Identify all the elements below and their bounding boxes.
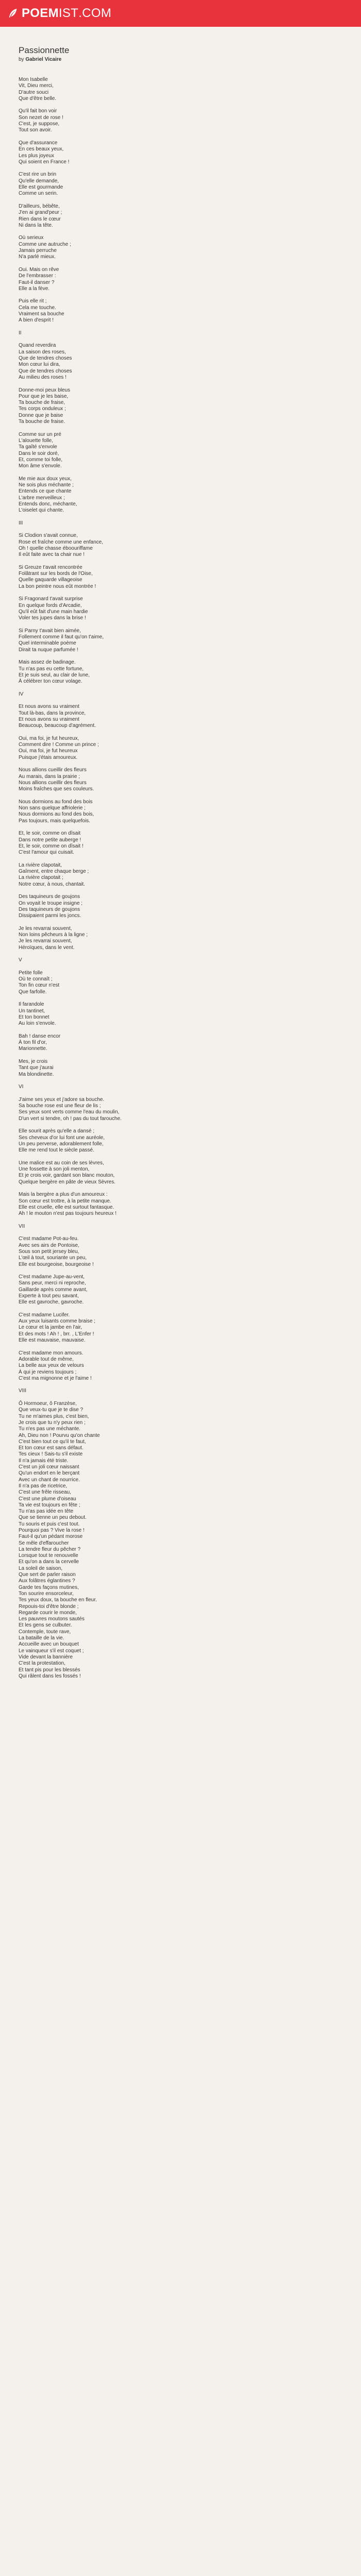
poem-line: La bataille de la vie. <box>19 1635 64 1641</box>
poem-line: Et ton cœur est sans défaut. <box>19 1445 84 1451</box>
poem-line: Si Clodion s'avait connue, <box>19 533 78 539</box>
stanza <box>19 298 361 324</box>
poem-line: Et, le soir, comme on dîsait ! <box>19 843 84 849</box>
poem-line: Elle est bourgeoise, bourgeoise ! <box>19 1261 94 1267</box>
poem-line: Qu'il eût fait d'une main hardie <box>19 608 88 615</box>
poem-line: Que sert de parler raison <box>19 1572 76 1578</box>
poem-line: C'est une frêle risseau, <box>19 1489 71 1496</box>
stanza <box>19 659 361 685</box>
poem-line: Dissipaient parmi les joncs. <box>19 913 81 919</box>
logo-part-poem: POEM <box>22 6 59 20</box>
poem-line: Nous allions cueillir des fleurs <box>19 767 87 773</box>
poem-line: Tout là-bas, dans la province, <box>19 710 86 716</box>
poem-line: Des taquineurs de goujons <box>19 894 80 900</box>
poem-line: Que d'assurance <box>19 140 58 146</box>
poem-line: Vit, Dieu merci, <box>19 83 54 89</box>
section-numeral: II <box>19 330 22 336</box>
poem-line: Héroïques, dans le vent. <box>19 944 75 951</box>
stanza <box>19 1160 361 1185</box>
poem-line: Gaillarde après comme avant, <box>19 1286 88 1293</box>
poem-line: D'un vert si tendre, oh ! pas du tout farouche. <box>19 1115 122 1122</box>
stanza <box>19 77 361 102</box>
poem-line: Si Parny t'avait bien aimée, <box>19 628 81 634</box>
poem-line: Me mie aux doux yeux, <box>19 476 72 482</box>
poem-line: À qui je reviens toujours ; <box>19 1369 77 1375</box>
poem-line: Et, le soir, comme on dîsait <box>19 831 81 837</box>
stanza <box>19 1274 361 1306</box>
poem-line: Ton sourire ensorceleur, <box>19 1590 74 1597</box>
poem-line: Je crois que tu n'y peux rien ; <box>19 1419 86 1426</box>
stanza <box>19 628 361 653</box>
stanza <box>19 926 361 951</box>
poem-line: Faut-il danser ? <box>19 279 55 285</box>
poem-line: Elle est gourmande <box>19 184 63 191</box>
poem-line: Marionnette. <box>19 1046 47 1052</box>
poem-line: Que de tendres choses <box>19 355 72 362</box>
poem-line: Mon cœur lui dira, <box>19 362 60 368</box>
poem-line: Quelque bergère en pâte de vieux Sèvres. <box>19 1179 116 1185</box>
stanza <box>19 387 361 426</box>
poem-line: Comme un serin. <box>19 191 58 197</box>
poem-line: Pour que je les baise, <box>19 393 69 399</box>
poem-line: Et, comme toi folle, <box>19 456 63 463</box>
poem-line: C'est madame Pot-au-feu. <box>19 1236 79 1242</box>
stanza <box>19 862 361 888</box>
poem-line: Ni dans la tête. <box>19 222 53 228</box>
poem-line: Elle est mauvaise, mauvaise. <box>19 1337 86 1344</box>
poem-line: Beaucoup, beaucoup d'agrément. <box>19 723 96 729</box>
poem-line: Les plus joyeux <box>19 152 54 159</box>
poem-line: Quel interminable poème <box>19 640 76 647</box>
poem-line: Oui, ma foi, je fut heureux, <box>19 735 79 741</box>
stanza <box>19 108 361 133</box>
poem-line: C'est madame Jupe-au-vent, <box>19 1274 85 1280</box>
stanza <box>19 204 361 229</box>
poem-line: Entends donc, méchante, <box>19 501 77 507</box>
stanza <box>19 172 361 197</box>
poem-line: Mon âme s'envole. <box>19 463 62 469</box>
quill-icon <box>7 8 19 19</box>
poem-line: N'a parlé mieux. <box>19 254 56 260</box>
poem-line: Oui. Mais on rêve <box>19 266 59 273</box>
poem-line: Que de tendres choses <box>19 368 72 374</box>
poem-line: Comme une autruche ; <box>19 241 71 247</box>
poem-line: Elle me rend tout le siècle passé. <box>19 1147 94 1154</box>
poem-line: Ah ! le mouton n'est pas toujours heureux ! <box>19 1211 117 1217</box>
poem-line: Les pauvres moutons sautés <box>19 1616 85 1622</box>
poem-line: Où te connaît ; <box>19 976 53 982</box>
poem-line: C'est ma mignonne et je l'aime ! <box>19 1375 92 1381</box>
poem-line: J'en ai grand'peur ; <box>19 210 62 216</box>
section-numeral: VII <box>19 1223 25 1229</box>
poem-line: La rivière clapotait ; <box>19 875 63 881</box>
poem-line: Dans notre petite auberge ! <box>19 837 81 843</box>
poem-line: Avec ses airs de Pontoise, <box>19 1242 79 1248</box>
poem-line: Des taquineurs de goujons <box>19 906 80 912</box>
poem-title: Passionnette <box>19 45 70 55</box>
poem-line: Ses cheveux d'or lui font une auréole, <box>19 1134 105 1141</box>
stanza <box>19 140 361 165</box>
stanza <box>19 1033 361 1053</box>
poem-line: Nous allions cueillir des fleurs <box>19 779 87 786</box>
poem-line: Le vainqueur s'il est coquet ; <box>19 1648 84 1654</box>
poem-line: Regarde courir le monde, <box>19 1609 77 1616</box>
poem-line: C'est bien tout ce qu'il te faut, <box>19 1438 86 1445</box>
section-numeral: IV <box>19 691 24 697</box>
poem-line: Elle sourit après qu'elle a dansé ; <box>19 1128 94 1134</box>
poem-line: Cela me touche. <box>19 304 56 311</box>
poem-line: Et je suis seul, au clair de lune, <box>19 672 90 678</box>
stanza <box>19 1128 361 1154</box>
poem-line: Donne-moi peux bleus <box>19 387 71 393</box>
poem-line: Quand reverdira <box>19 343 56 349</box>
poem-line: Elle est gavroche, gavroche. <box>19 1299 84 1306</box>
poem-line: Oui, ma foi, je fut heureux <box>19 748 78 754</box>
stanza <box>19 432 361 470</box>
poem-line: Donne que je baise <box>19 412 63 418</box>
poem-line: Mon Isabelle <box>19 77 48 82</box>
stanza <box>19 565 361 590</box>
poem-line: Nous dormions au fond des bois <box>19 799 93 805</box>
poem-line: La soleil de saison, <box>19 1565 63 1571</box>
poem-line: Entends ce que chante <box>19 488 72 495</box>
poem-line: Et les gens se culbuter. <box>19 1622 72 1629</box>
poem-line: Comme sur un pré <box>19 431 61 437</box>
stanza <box>19 596 361 621</box>
poem-line: Rose et fraîche comme une enfance, <box>19 539 103 545</box>
stanza <box>19 343 361 381</box>
poem-line: Ma blondinette. <box>19 1071 54 1077</box>
poem-line: Jamais perruche <box>19 248 57 254</box>
poem-line: Tout son avoir. <box>19 127 52 133</box>
poem-line: Une malice est au coin de ses lèvres, <box>19 1160 104 1166</box>
poem-line: Dans le soir doré, <box>19 450 59 456</box>
poem-line: Pas toujours, mais quelquefois. <box>19 818 90 824</box>
poem-line: A bien d'esprit ! <box>19 317 54 324</box>
poem-line: Experte à tout peu savant, <box>19 1293 79 1299</box>
poem-line: De l'embrasser : <box>19 273 56 279</box>
poem-line: Ô Hormoeur, ô Franzèse, <box>19 1401 77 1407</box>
poem-line: C'est madame Lucifer. <box>19 1312 70 1318</box>
poem-line: L'alouette folle, <box>19 437 53 444</box>
poem-line: Elle a la fève. <box>19 285 50 292</box>
stanza <box>19 1401 361 1680</box>
poem-line: Au loin s'envole. <box>19 1021 56 1027</box>
poem-line: En quelque fords d'Arcadie, <box>19 602 82 608</box>
poem-line: Tant que j'aurai <box>19 1065 54 1071</box>
poem-line: Il n'a jamais été triste. <box>19 1458 69 1464</box>
stanza <box>19 970 361 995</box>
poem-line: La bon peintre nous eût montrée ! <box>19 583 96 589</box>
poem-line: L'œil à tout, souriante un peu, <box>19 1255 87 1261</box>
poem-line: Son nezet de rose ! <box>19 114 63 121</box>
main-content <box>0 27 361 1680</box>
poem-line: Que se tienne un peu debout. <box>19 1515 87 1521</box>
poem-body <box>19 77 361 1680</box>
poem-line: Follement comme il faut qu'on t'aime, <box>19 634 104 640</box>
poem-line: Se mêle d'effaroucher <box>19 1540 69 1546</box>
poem-line: Mais assez de badinage. <box>19 659 76 666</box>
section-numeral: III <box>19 520 23 526</box>
poem-line: Je les revarrai souvent, <box>19 938 72 944</box>
section-numeral: V <box>19 957 22 963</box>
poem-line: Notre cœur, à nous, chantait. <box>19 881 85 887</box>
poem-line: Tu souris et puis c'est tout. <box>19 1521 80 1527</box>
stanza <box>19 1059 361 1078</box>
section-numeral: VI <box>19 1084 24 1090</box>
author-link[interactable]: Gabriel Vicaire <box>25 57 62 62</box>
poem-line: Ta vie est toujours en fête ; <box>19 1502 80 1508</box>
byline <box>19 57 361 62</box>
poem-line: D'ailleurs, bébête, <box>19 203 60 209</box>
poem-line: C'est rire un brin <box>19 172 57 178</box>
poem-line: C'est, je suppose, <box>19 121 60 127</box>
poem-line: Que veux-tu que je te dise ? <box>19 1407 84 1413</box>
poem-line: Petite folle <box>19 970 43 976</box>
poem-line: Mes, je crois <box>19 1059 48 1065</box>
poem-line: Où serieux <box>19 235 44 241</box>
stanza <box>19 267 361 292</box>
poem-line: L'arbre merveilleux ; <box>19 495 65 501</box>
poem-line: Voler tes jupes dans la brise ! <box>19 615 86 621</box>
poem-line: Si Greuze t'avait rencontrée <box>19 564 83 570</box>
poem-line: Dirait ta nuque parfumée ! <box>19 647 78 653</box>
poem-line: Mais la bergère a plus d'un amoureux : <box>19 1192 108 1198</box>
poem-line: Ses yeux sont verts comme l'eau du moulin, <box>19 1109 120 1115</box>
poem-line: Qu'il fait bon voir <box>19 108 57 114</box>
poem-line: Comment dire ! Comme un prince ; <box>19 742 99 748</box>
poem-line: Et qu'on a dans la cervelle <box>19 1559 79 1565</box>
poem-line: Ta bouche de fraise, <box>19 400 65 406</box>
stanza <box>19 736 361 761</box>
poem-line: Et nous avons su vraiment <box>19 716 79 722</box>
stanza <box>19 1312 361 1344</box>
poem-line: Tu n'es pas une méchante. <box>19 1426 80 1432</box>
poem-line: Tu n'as pas eu cette fortune, <box>19 666 84 672</box>
poem-line: Ta bouche de fraise. <box>19 419 65 425</box>
poem-line: Et je crois voir, gardant son blanc mouton, <box>19 1173 115 1179</box>
poem-line: Non sans quelque affriolerie ; <box>19 805 86 811</box>
poem-line: Nous dormions au fond des bois, <box>19 811 94 818</box>
stanza <box>19 799 361 824</box>
poem-line: Il n'a pas de ricetrice, <box>19 1483 68 1489</box>
stanza <box>19 1236 361 1267</box>
logo-part-ist: IST <box>58 6 79 20</box>
poem-line: Au milieu des roses ! <box>19 374 67 380</box>
poem-line: Elle est cruelle, elle est surtout fantasque. <box>19 1204 114 1210</box>
poem-line: Tes corps onduleux ; <box>19 406 66 412</box>
poem-line: Pourquoi pas ? Vive la rose ! <box>19 1527 85 1533</box>
poem-line: Accueille avec un bouquet <box>19 1641 79 1648</box>
site-logo[interactable] <box>7 6 111 21</box>
poem-line: Et nous avons su vraiment <box>19 704 79 710</box>
poem-line: Tu n'as pas idée en tête <box>19 1509 74 1515</box>
poem-line: Qu'elle demande, <box>19 178 59 184</box>
poem-line: Adorable tout de même, <box>19 1356 74 1362</box>
poem-line: Ne sois plus méchante ; <box>19 482 74 488</box>
poem-line: C'est une plume d'oiseau <box>19 1496 76 1502</box>
poem-line: Ta gaîté s'envole <box>19 444 57 450</box>
poem-line: Aux folâtres églantines ? <box>19 1578 75 1584</box>
stanza <box>19 476 361 514</box>
stanza <box>19 533 361 558</box>
poem-line: L'oiselet qui chante. <box>19 507 64 514</box>
poem-line: Vraiment sa bouche <box>19 311 64 317</box>
poem-line: Que d'être belle. <box>19 95 57 101</box>
poem-line: Que farfolle. <box>19 989 47 995</box>
site-header <box>0 0 361 27</box>
poem-line: Tu ne m'aimes plus, c'est bien, <box>19 1413 89 1419</box>
stanza <box>19 894 361 919</box>
poem-line: C'est un joli cœur naissant <box>19 1464 79 1470</box>
poem-line: En ces beaux yeux, <box>19 146 64 152</box>
poem-line: La rivière clapotait, <box>19 862 62 868</box>
poem-line: La saison des roses, <box>19 349 66 355</box>
stanza <box>19 767 361 792</box>
poem-line: À célébrer ton cœur volage. <box>19 679 83 685</box>
poem-line: Repouis-toi d'être blonde ; <box>19 1603 79 1609</box>
poem-line: On voyait le troupe insigne ; <box>19 900 83 906</box>
poem-line: Et des mots ! Ah ! , brr. , L'Enfer ! <box>19 1331 94 1337</box>
poem-line: Si Fragonard t'avait surprise <box>19 596 83 602</box>
poem-line: Une fossette à son joli menton, <box>19 1166 90 1173</box>
poem-line: Ton fin cœur n'est <box>19 982 60 989</box>
poem-line: Le cœur et la jambe en l'air, <box>19 1325 83 1331</box>
poem-line: Non loins pêcheurs à la ligne ; <box>19 932 88 938</box>
poem-line: Faut-il qu'un pédant morose <box>19 1534 83 1540</box>
poem-line: Oh ! quelle chasse éboouriffame <box>19 545 93 551</box>
poem-line: Ah, Dieu non ! Pourvu qu'on chante <box>19 1432 100 1438</box>
poem-line: Moins fraîches que ses couleurs. <box>19 786 94 792</box>
poem-line: Tes yeux doux, ta bouche en fleur. <box>19 1597 97 1603</box>
poem-line: Qui râlent dans les fossés ! <box>19 1673 81 1679</box>
poem-line: Gaîment, entre chaque berge ; <box>19 869 89 875</box>
stanza <box>19 235 361 260</box>
poem-line: Et tant pis pour les blessés <box>19 1667 80 1673</box>
poem-line: Vide devant la bannière <box>19 1654 73 1660</box>
poem-line: Aux yeux luisants comme braise ; <box>19 1318 95 1325</box>
poem-line: Puis elle rit ; <box>19 298 47 304</box>
poem-line: Avec un chant de nourrice. <box>19 1477 80 1483</box>
poem-line: La belle aux yeux de velours <box>19 1363 84 1369</box>
poem-line: C'est madame mon amours. <box>19 1350 84 1356</box>
poem-line: Son cœur est trottre, à la petite manque. <box>19 1198 111 1204</box>
poem-line: Qui soient en France ! <box>19 159 70 165</box>
stanza <box>19 1097 361 1122</box>
stanza <box>19 704 361 729</box>
logo-part-com: .COM <box>78 6 112 20</box>
poem-line: J'aime ses yeux et j'adore sa bouche. <box>19 1096 105 1103</box>
stanza <box>19 1002 361 1027</box>
poem-line: Un tantinet, <box>19 1008 45 1014</box>
byline-prefix: by <box>19 57 24 62</box>
poem-line: Sans peur, merci ni reproche, <box>19 1280 86 1286</box>
section-numeral: VIII <box>19 1388 27 1394</box>
poem-line: Lorsque tout te renouvelle <box>19 1553 78 1559</box>
poem-line: Sa bouche rose est une fleur de lis ; <box>19 1103 101 1109</box>
poem-line: D'autre souci <box>19 89 49 95</box>
poem-line: Sous son petit jersey bleu, <box>19 1248 79 1255</box>
poem-line: À ton fil d'or, <box>19 1040 47 1046</box>
poem-line: Qu'un endort en le berçant <box>19 1470 80 1477</box>
poem-line: Au marais, dans la prairie ; <box>19 773 80 779</box>
stanza <box>19 1350 361 1382</box>
poem-line: Contemple, toute rave, <box>19 1629 71 1635</box>
poem-line: Bah ! danse encor <box>19 1033 61 1039</box>
poem-line: La tendre fleur du pêcher ? <box>19 1546 81 1552</box>
poem-line: Il eût faite avec ta chair nue ! <box>19 552 85 558</box>
poem-line: Il farandole <box>19 1002 44 1008</box>
poem-line: Folâtrant sur les bords de l'Oise, <box>19 571 93 577</box>
poem-line: Rien dans le cœur <box>19 216 61 222</box>
poem-line: Quelle gaquarde villageoise <box>19 577 83 583</box>
poem-line: Tes cieux ! Sais-tu s'il existe <box>19 1451 83 1458</box>
poem-line: Garde tes façons mutines, <box>19 1584 79 1590</box>
stanza <box>19 831 361 856</box>
poem-line: Un peu perverse, adorablement folle, <box>19 1141 104 1147</box>
poem-line: Puisque j'étais amoureux. <box>19 754 78 760</box>
poem-line: C'est la protestation, <box>19 1660 65 1667</box>
poem-line: C'est l'amour qui cuisait. <box>19 850 74 856</box>
poem-line: Et ton bonnet <box>19 1014 50 1020</box>
stanza <box>19 1192 361 1217</box>
poem-line: Je les revarrai souvent, <box>19 925 72 931</box>
